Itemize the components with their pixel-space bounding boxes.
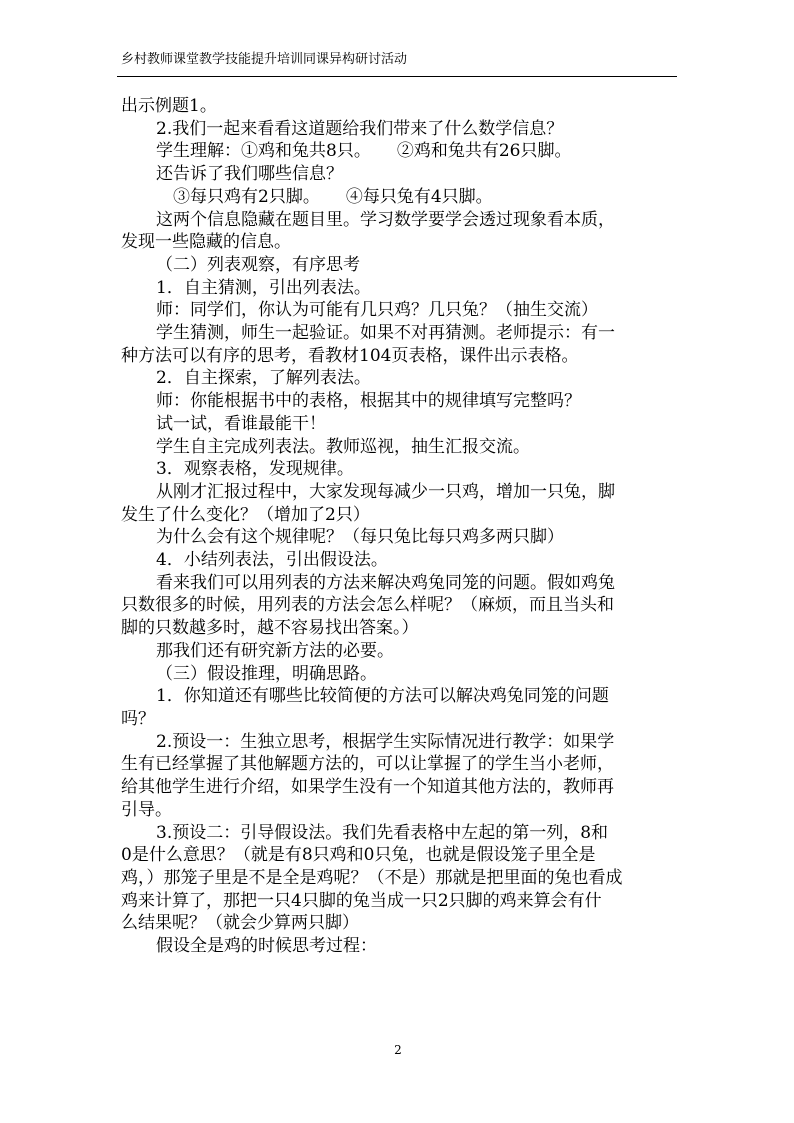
text-line: 2.我们一起来看看这道题给我们带来了什么数学信息？ [156,118,564,139]
text-line: 为什么会有这个规律呢？（每只兔比每只鸡多两只脚） [156,527,564,548]
text-line: 只数很多的时候，用列表的方法会怎么样呢？（麻烦，而且当头和 [121,595,614,616]
text-line: 吗？ [121,708,155,729]
info-item-3: ③每只鸡有2只脚。 [173,186,320,207]
text-line: 师：同学们，你认为可能有几只鸡？几只兔？（抽生交流） [156,300,598,321]
text-line: 4．小结列表法，引出假设法。 [156,550,388,571]
header-rule [117,76,677,77]
text-line: 假设全是鸡的时候思考过程： [156,936,377,957]
info-item-1: 学生理解：①鸡和兔共8只。 [156,141,371,162]
text-line: 3.预设二：引导假设法。我们先看表格中左起的第一列，8和 [156,822,609,843]
text-line: 么结果呢？（就会少算两只脚） [121,913,359,934]
text-line: 1．你知道还有哪些比较简便的方法可以解决鸡兔同笼的问题 [156,686,609,707]
info-item-2: ②鸡和兔共有26只脚。 [396,141,572,162]
text-line: 引导。 [121,799,172,820]
text-line: 生有已经掌握了其他解题方法的，可以让掌握了的学生当小老师， [121,754,614,775]
text-line: 发现一些隐藏的信息。 [121,232,291,253]
text-line [121,186,681,209]
text-line [121,140,681,163]
section-heading: （三）假设推理，明确思路。 [156,663,377,684]
text-line: 2．自主探索，了解列表法。 [156,368,371,389]
text-line: 从刚才汇报过程中，大家发现每减少一只鸡，增加一只兔，脚 [156,481,615,502]
page-number: 2 [394,1043,402,1057]
section-heading: （二）列表观察，有序思考 [156,254,360,275]
text-line: 脚的只数越多时，越不容易找出答案。） [121,618,419,639]
running-header: 乡村教师课堂教学技能提升培训同课异构研讨活动 [121,52,408,67]
text-line: 鸡，）那笼子里是不是全是鸡呢？（不是）那就是把里面的兔也看成 [121,867,623,888]
text-line: 试一试，看谁最能干！ [156,413,326,434]
text-line: 2.预设一：生独立思考，根据学生实际情况进行教学：如果学 [156,731,615,752]
text-line: 出示例题1。 [121,96,217,116]
text-line: 还告诉了我们哪些信息？ [156,164,343,185]
text-line: 师：你能根据书中的表格，根据其中的规律填写完整吗？ [156,391,581,412]
text-line: 学生猜测，师生一起验证。如果不对再猜测。老师提示：有一 [156,323,615,344]
text-line: 学生自主完成列表法。教师巡视，抽生汇报交流。 [156,436,530,457]
text-line: 种方法可以有序的思考，看教材104页表格，课件出示表格。 [121,345,579,366]
text-line: 鸡来计算了，那把一只4只脚的兔当成一只2只脚的鸡来算会有什 [121,890,602,911]
text-line: 看来我们可以用列表的方法来解决鸡兔同笼的问题。假如鸡兔 [156,572,615,593]
text-line: 0是什么意思？（就是有8只鸡和0只兔，也就是假设笼子里全是 [121,845,596,866]
text-line: 3．观察表格，发现规律。 [156,459,354,480]
text-line: 这两个信息隐藏在题目里。学习数学要学会透过现象看本质， [156,209,615,230]
text-line: 1．自主猜测，引出列表法。 [156,277,371,298]
document-body [121,95,681,958]
text-line: 那我们还有研究新方法的必要。 [156,640,394,661]
text-line: 给其他学生进行介绍，如果学生没有一个知道其他方法的，教师再 [121,777,614,798]
text-line: 发生了什么变化？（增加了2只） [121,504,370,525]
info-item-4: ④每只兔有4只脚。 [345,186,493,207]
